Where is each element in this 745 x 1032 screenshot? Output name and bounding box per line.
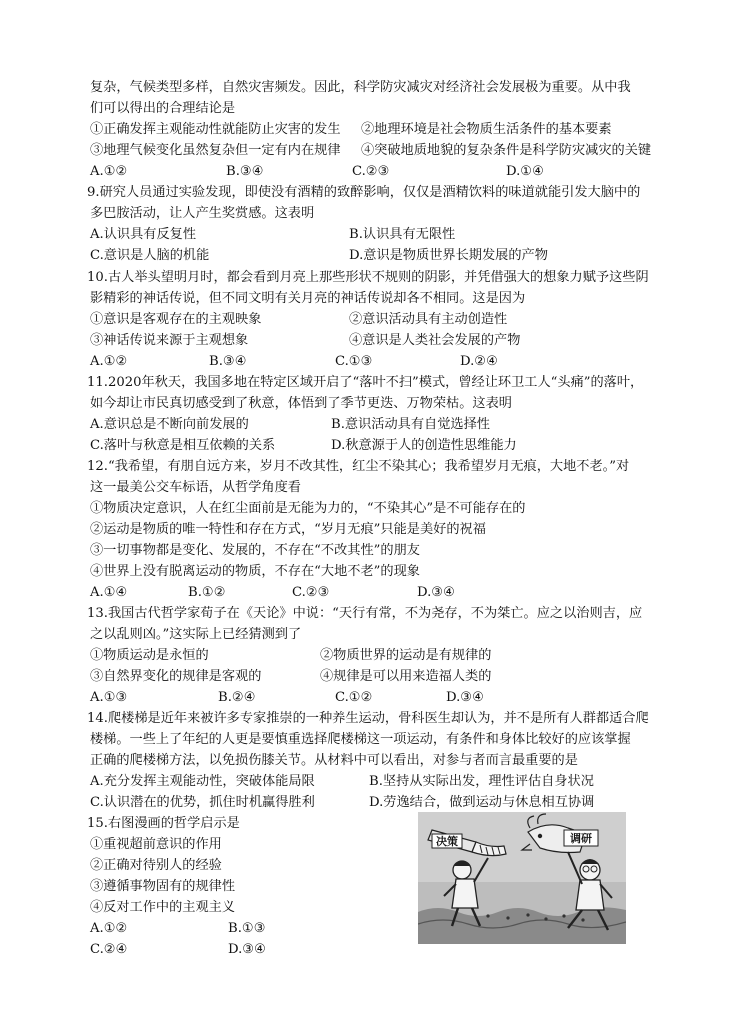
question-11-option-c[interactable]: C.落叶与秋意是相互依赖的关系: [90, 438, 276, 453]
question-12-option-b[interactable]: B.①②: [188, 585, 226, 600]
question-12-stem-line-2: 这一最美公交车标语，从哲学角度看: [90, 480, 301, 495]
question-15-statement-2: ②正确对待别人的经验: [90, 858, 222, 873]
question-12-statement-2: ②运动是物质的唯一特性和存在方式，“岁月无痕”只能是美好的祝福: [90, 522, 486, 537]
question-13-stem-line-1: 13.我国古代哲学家荀子在《天论》中说：“天行有常，不为尧存，不为桀亡。应之以治则吉，应: [87, 606, 643, 621]
question-12-stem-line-1: 12.“我希望，有朋自远方来，岁月不改其性，红尘不染其心；我希望岁月无痕，大地不老。”对: [87, 459, 630, 474]
question-10-option-a[interactable]: A.①②: [90, 354, 128, 369]
question-15-option-c[interactable]: C.②④: [90, 942, 128, 957]
question-14-option-d[interactable]: D.劳逸结合，做到运动与休息相互协调: [369, 795, 595, 810]
question-14-option-a[interactable]: A.充分发挥主观能动性，突破体能局限: [90, 774, 315, 789]
question-8-stem-line-1: 复杂，气候类型多样，自然灾害频发。因此，科学防灾减灾对经济社会发展极为重要。从中我: [90, 80, 631, 95]
question-12-statement-4: ④世界上没有脱离运动的物质，不存在“大地不老”的现象: [90, 564, 420, 579]
question-11-option-a[interactable]: A.意识总是不断向前发展的: [90, 417, 249, 432]
question-15-statement-3: ③遵循事物固有的规律性: [90, 879, 236, 894]
question-9-stem-line-2: 多巴胺活动，让人产生奖赏感。这表明: [90, 206, 315, 221]
question-13-statement-3: ③自然界变化的规律是客观的: [90, 669, 262, 684]
question-13-option-c[interactable]: C.①②: [335, 690, 373, 705]
question-11-stem-line-2: 如今却让市民真切感受到了秋意，体悟到了季节更迭、万物荣枯。这表明: [90, 396, 512, 411]
question-9-option-c[interactable]: C.意识是人脑的机能: [90, 248, 210, 263]
question-9-option-a[interactable]: A.认识具有反复性: [90, 227, 197, 242]
question-12-option-d[interactable]: D.③④: [417, 585, 455, 600]
question-13-statement-2: ②物质世界的运动是有规律的: [320, 648, 492, 663]
question-15-option-a[interactable]: A.①②: [90, 921, 128, 936]
cartoon-illustration: [418, 812, 626, 944]
question-12-statement-3: ③一切事物都是变化、发展的，不存在“不改其性”的朋友: [90, 543, 420, 558]
question-13-option-d[interactable]: D.③④: [446, 690, 484, 705]
question-8-option-d[interactable]: D.①④: [506, 164, 544, 179]
question-10-statement-1: ①意识是客观存在的主观映象: [90, 312, 262, 327]
question-10-option-c[interactable]: C.①③: [335, 354, 373, 369]
question-8-option-a[interactable]: A.①②: [90, 164, 128, 179]
question-15-stem: 15.右图漫画的哲学启示是: [87, 816, 240, 831]
question-8-statement-1: ①正确发挥主观能动性就能防止灾害的发生: [90, 122, 341, 137]
question-15-option-b[interactable]: B.①③: [228, 921, 266, 936]
question-14-stem-line-1: 14.爬楼梯是近年来被许多专家推崇的一种养生运动，骨科医生却认为，并不是所有人群都适合爬: [87, 711, 649, 726]
question-15-statement-4: ④反对工作中的主观主义: [90, 900, 236, 915]
question-8-stem-line-2: 们可以得出的合理结论是: [90, 101, 236, 116]
question-11-option-d[interactable]: D.秋意源于人的创造性思维能力: [331, 438, 517, 453]
cartoon-label-right: 调研: [570, 832, 592, 845]
question-13-option-b[interactable]: B.②④: [218, 690, 256, 705]
question-15-option-d[interactable]: D.③④: [228, 942, 266, 957]
question-11-stem-line-1: 11.2020年秋天，我国多地在特定区域开启了“落叶不扫”模式，曾经让环卫工人“头痛”的落叶，: [87, 375, 644, 390]
question-10-statement-2: ②意识活动具有主动创造性: [349, 312, 508, 327]
question-8-statement-4: ④突破地质地貌的复杂条件是科学防灾减灾的关键: [361, 143, 652, 158]
question-13-statement-1: ①物质运动是永恒的: [90, 648, 209, 663]
question-14-option-b[interactable]: B.坚持从实际出发，理性评估自身状况: [369, 774, 594, 789]
question-13-statement-4: ④规律是可以用来造福人类的: [320, 669, 492, 684]
question-9-option-b[interactable]: B.认识具有无限性: [349, 227, 456, 242]
question-12-statement-1: ①物质决定意识，人在红尘面前是无能为力的，“不染其心”是不可能存在的: [90, 501, 526, 516]
question-8-statement-3: ③地理气候变化虽然复杂但一定有内在规律: [90, 143, 341, 158]
question-14-option-c[interactable]: C.认识潜在的优势，抓住时机赢得胜利: [90, 795, 315, 810]
question-10-stem-line-1: 10.古人举头望明月时，都会看到月亮上那些形状不规则的阴影，并凭借强大的想象力赋予这些阴: [87, 270, 649, 285]
question-11-option-b[interactable]: B.意识活动具有自觉选择性: [331, 417, 490, 432]
question-12-option-c[interactable]: C.②③: [292, 585, 330, 600]
question-10-stem-line-2: 影精彩的神话传说，但不同文明有关月亮的神话传说却各不相同。这是因为: [90, 291, 526, 306]
question-15-statement-1: ①重视超前意识的作用: [90, 837, 222, 852]
question-8-option-b[interactable]: B.③④: [226, 164, 264, 179]
question-9-option-d[interactable]: D.意识是物质世界长期发展的产物: [349, 248, 548, 263]
question-10-option-d[interactable]: D.②④: [460, 354, 498, 369]
question-10-option-b[interactable]: B.③④: [209, 354, 247, 369]
question-13-stem-line-2: 之以乱则凶。”这实际上已经猜测到了: [90, 627, 302, 642]
question-12-option-a[interactable]: A.①④: [90, 585, 128, 600]
question-8-statement-2: ②地理环境是社会物质生活条件的基本要素: [361, 122, 612, 137]
question-14-stem-line-3: 正确的爬楼梯方法，以免损伤膝关节。从材料中可以看出，对参与者而言最重要的是: [90, 753, 578, 768]
question-10-statement-4: ④意识是人类社会发展的产物: [349, 333, 521, 348]
question-14-stem-line-2: 楼梯。一些上了年纪的人更是要慎重选择爬楼梯这一项运动，有条件和身体比较好的应该掌握: [90, 732, 631, 747]
question-8-option-c[interactable]: C.②③: [352, 164, 390, 179]
question-10-statement-3: ③神话传说来源于主观想象: [90, 333, 249, 348]
question-9-stem-line-1: 9.研究人员通过实验发现，即使没有酒精的致醉影响，仅仅是酒精饮料的味道就能引发大脑中的: [87, 185, 641, 200]
cartoon-label-left: 决策: [436, 835, 458, 848]
question-13-option-a[interactable]: A.①③: [90, 690, 128, 705]
